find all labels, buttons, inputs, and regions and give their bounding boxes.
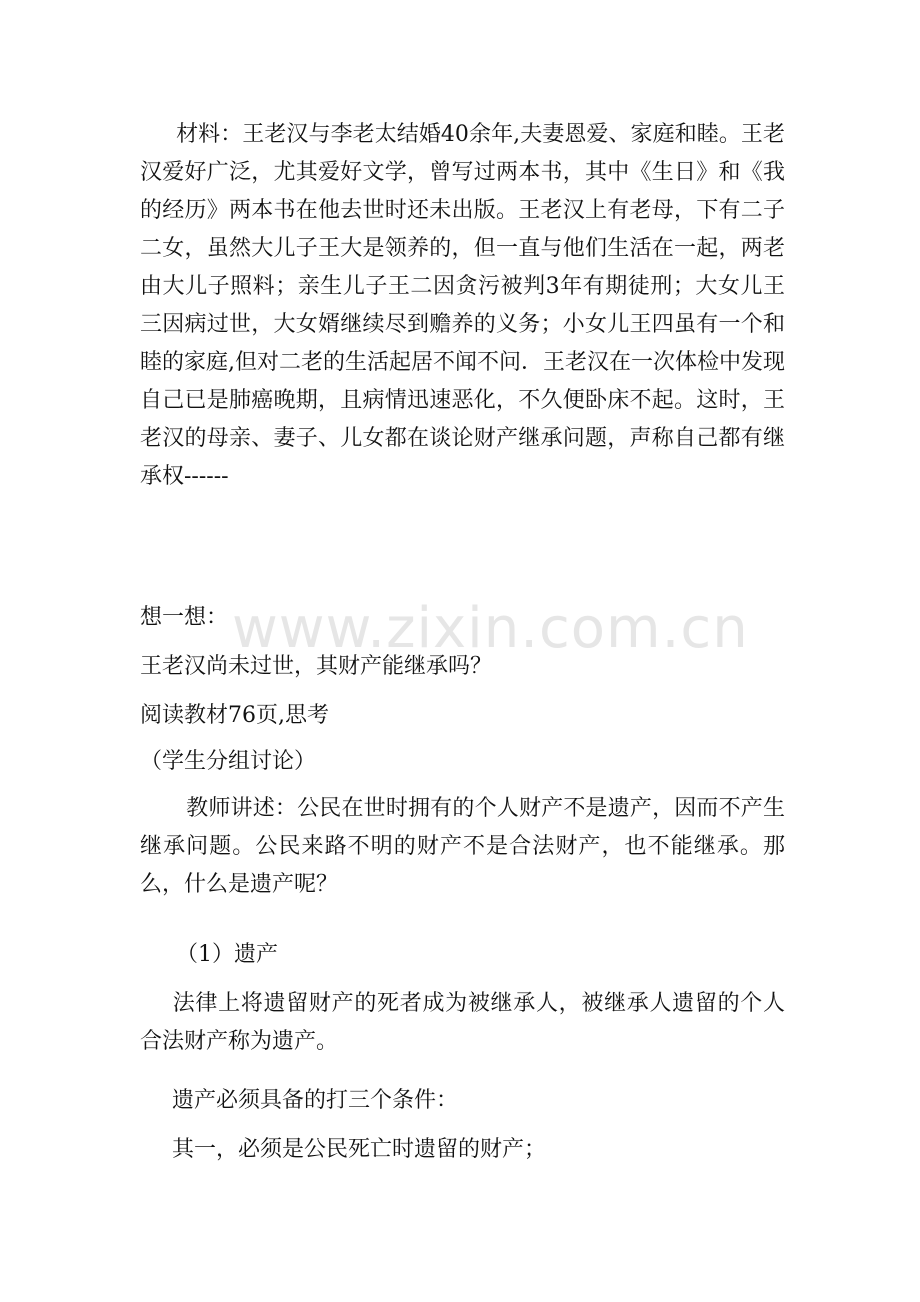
material-paragraph — [140, 116, 785, 496]
think-label: 想一想： — [140, 605, 229, 630]
definition-paragraph — [140, 985, 785, 1061]
watermark: www.zixin.com.cn — [232, 596, 749, 661]
section-heading: （1）遗产 — [176, 942, 278, 967]
teacher-talk-text: 教师讲述：公民在世时拥有的个人财产不是遗产，因而不产生继承问题。公民来路不明的财产不是合法财产，也不能继承。那么，什么是遗产呢？ — [140, 796, 785, 897]
definition-text: 法律上将遗留财产的死者成为被继承人，被继承人遗留的个人合法财产称为遗产。 — [140, 991, 785, 1054]
question-text: 王老汉尚未过世，其财产能继承吗？ — [140, 654, 493, 679]
condition-one: 其一，必须是公民死亡时遗留的财产； — [172, 1137, 547, 1162]
conditions-intro: 遗产必须具备的打三个条件： — [172, 1088, 459, 1113]
read-textbook-text: 阅读教材76页,思考 — [140, 703, 329, 728]
group-discussion-text: （学生分组讨论） — [140, 749, 317, 774]
material-text: 材料：王老汉与李老太结婚40余年,夫妻恩爱、家庭和睦。王老汉爱好广泛，尤其爱好文学，曾写过两本书，其中《生日》和《我的经历》两本书在他去世时还未出版。王老汉上有老母，下有二子二女，虽然大儿子王大是领养的，但一直与他们生活在一起，两老由大儿子照料；亲生儿子王二因贪污被判3年有期徒刑；大女儿王三因病过世，大女婿继续尽到赡养的义务；小女儿王四虽有一个和睦的家庭,但对二老的生活起居不闻不问．王老汉在一次体检中发现自己已是肺癌晚期，且病情迅速恶化，不久便卧床不起。这时，王老汉的母亲、妻子、儿女都在谈论财产继承问题，声称自己都有继承权------ — [140, 122, 785, 489]
teacher-talk-paragraph — [140, 790, 785, 904]
